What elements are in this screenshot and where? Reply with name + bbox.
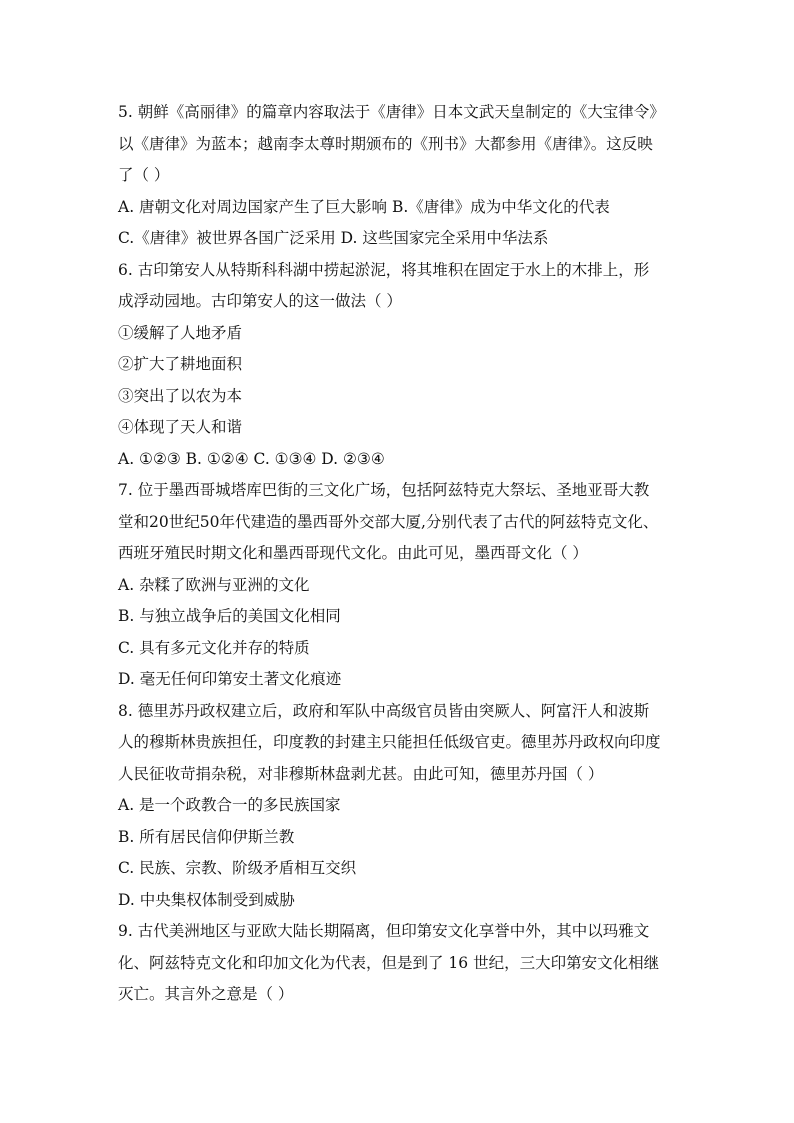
statement-item: ④体现了天人和谐 xyxy=(118,418,243,436)
question-stem-line: 人的穆斯林贵族担任，印度教的封建主只能担任低级官吏。德里苏丹政权向印度 xyxy=(118,733,661,751)
question-stem-line: 了（ ） xyxy=(118,166,170,184)
answer-option-c[interactable]: C. 具有多元文化并存的特质 xyxy=(118,638,310,657)
question-stem-line: 西班牙殖民时期文化和墨西哥现代文化。由此可见，墨西哥文化（ ） xyxy=(118,544,588,562)
question-stem-line: 化、阿兹特克文化和印加文化为代表，但是到了 16 世纪，三大印第安文化相继 xyxy=(118,953,660,972)
question-9 xyxy=(118,916,678,1011)
question-8 xyxy=(118,696,678,917)
statement-item: ②扩大了耕地面积 xyxy=(118,355,243,373)
question-6 xyxy=(118,255,678,476)
question-stem-line: 8. 德里苏丹政权建立后，政府和军队中高级官员皆由突厥人、阿富汗人和波斯 xyxy=(118,701,650,720)
question-5 xyxy=(118,97,678,255)
question-stem-line: 5. 朝鲜《高丽律》的篇章内容取法于《唐律》日本文武天皇制定的《大宝律令》 xyxy=(118,103,665,121)
question-list xyxy=(118,97,678,1011)
statement-item: ①缓解了人地矛盾 xyxy=(118,323,243,342)
question-stem-line: 6. 古印第安人从特斯科科湖中捞起淤泥，将其堆积在固定于水上的木排上，形 xyxy=(118,260,650,279)
answer-option-b[interactable]: B. 与独立战争后的美国文化相同 xyxy=(118,607,341,625)
question-7 xyxy=(118,475,678,696)
question-stem-line: 堂和20世纪50年代建造的墨西哥外交部大厦,分别代表了古代的阿兹特克文化、 xyxy=(118,512,659,531)
answer-option-line[interactable]: C.《唐律》被世界各国广泛采用 D. 这些国家完全采用中华法系 xyxy=(118,229,549,247)
answer-option-b[interactable]: B. 所有居民信仰伊斯兰教 xyxy=(118,827,295,846)
answer-option-a[interactable]: A. 是一个政教合一的多民族国家 xyxy=(118,796,341,814)
answer-option-d[interactable]: D. 毫无任何印第安土著文化痕迹 xyxy=(118,670,342,688)
answer-option-c[interactable]: C. 民族、宗教、阶级矛盾相互交织 xyxy=(118,859,357,877)
question-stem-line: 7. 位于墨西哥城塔库巴街的三文化广场，包括阿兹特克大祭坛、圣地亚哥大教 xyxy=(118,481,650,499)
answer-option-line[interactable]: A. 唐朝文化对周边国家产生了巨大影响 B.《唐律》成为中华文化的代表 xyxy=(118,197,610,216)
question-stem-line: 以《唐律》为蓝本；越南李太尊时期颁布的《刑书》大都参用《唐律》。这反映 xyxy=(118,134,653,153)
answer-option-d[interactable]: D. 中央集权体制受到威胁 xyxy=(118,890,295,909)
question-stem-line: 人民征收苛捐杂税，对非穆斯林盘剥尤甚。由此可知，德里苏丹国（ ） xyxy=(118,764,604,783)
statement-item: ③突出了以农为本 xyxy=(118,386,243,405)
answer-option-line[interactable]: A. ①②③ B. ①②④ C. ①③④ D. ②③④ xyxy=(118,449,385,468)
question-stem-line: 9. 古代美洲地区与亚欧大陆长期隔离，但印第安文化享誉中外，其中以玛雅文 xyxy=(118,922,650,940)
answer-option-a[interactable]: A. 杂糅了欧洲与亚洲的文化 xyxy=(118,575,310,594)
question-stem-line: 灭亡。其言外之意是（ ） xyxy=(118,985,294,1003)
question-stem-line: 成浮动园地。古印第安人的这一做法（ ） xyxy=(118,292,402,310)
